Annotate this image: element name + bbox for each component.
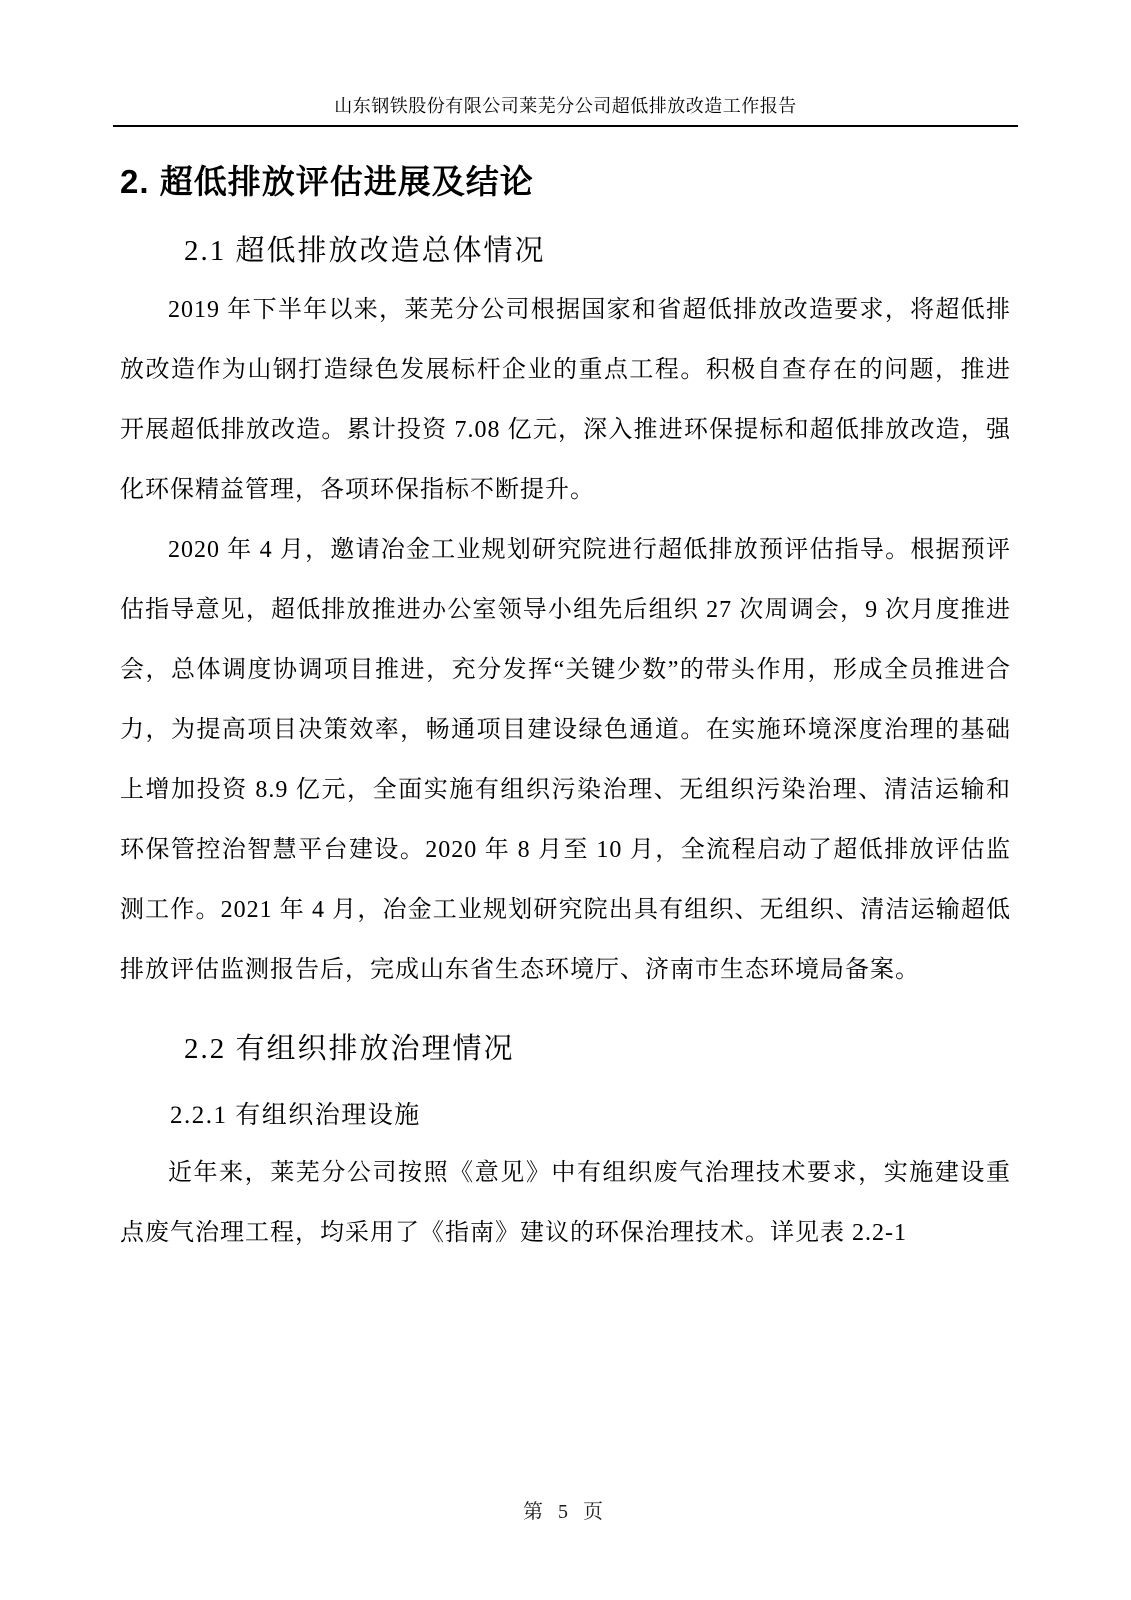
paragraph-evaluation-progress: 2020 年 4 月，邀请冶金工业规划研究院进行超低排放预评估指导。根据预评估指导意见，超低排放推进办公室领导小组先后组织 27 次周调会，9 次月度推进会，总体调度协调项目推进，充分发挥“关键少数”的带头作用，形成全员推进合力，为提高项目决策效率，畅通项目建设绿色通道。在实施环境深度治理的基础上增加投资 8.9 亿元，全面实施有组织污染治理、无组织污染治理、清洁运输和环保管控治智慧平台建设。2020 年 8 月至 10 月，全流程启动了超低排放评估监测工作。2021 年 4 月，冶金工业规划研究院出具有组织、无组织、清洁运输超低排放评估监测报告后，完成山东省生态环境厅、济南市生态环境局备案。	[120, 537, 1011, 984]
document-body	[120, 124, 1011, 1263]
paragraph-organized-treatment: 近年来，莱芜分公司按照《意见》中有组织废气治理技术要求，实施建设重点废气治理工程，均采用了《指南》建议的环保治理技术。详见表 2.2-1	[120, 1160, 1011, 1247]
paragraph-overview: 2019 年下半年以来，莱芜分公司根据国家和省超低排放改造要求，将超低排放改造作为山钢打造绿色发展标杆企业的重点工程。积极自查存在的问题，推进开展超低排放改造。累计投资 7.08 亿元，深入推进环保提标和超低排放改造，强化环保精益管理，各项环保指标不断提升。	[120, 297, 1011, 504]
page-number: 第 5 页	[523, 1501, 608, 1523]
header-title: 山东钢铁股份有限公司莱芜分公司超低排放改造工作报告	[334, 96, 797, 116]
page-footer	[0, 1495, 1131, 1524]
chapter-heading: 2. 超低排放评估进展及结论	[120, 163, 534, 200]
section-2-2-heading: 2.2 有组织排放治理情况	[184, 1033, 515, 1066]
section-2-1-heading: 2.1 超低排放改造总体情况	[184, 234, 546, 267]
section-2-2-1-heading: 2.2.1 有组织治理设施	[170, 1102, 421, 1130]
page-header	[113, 92, 1018, 127]
